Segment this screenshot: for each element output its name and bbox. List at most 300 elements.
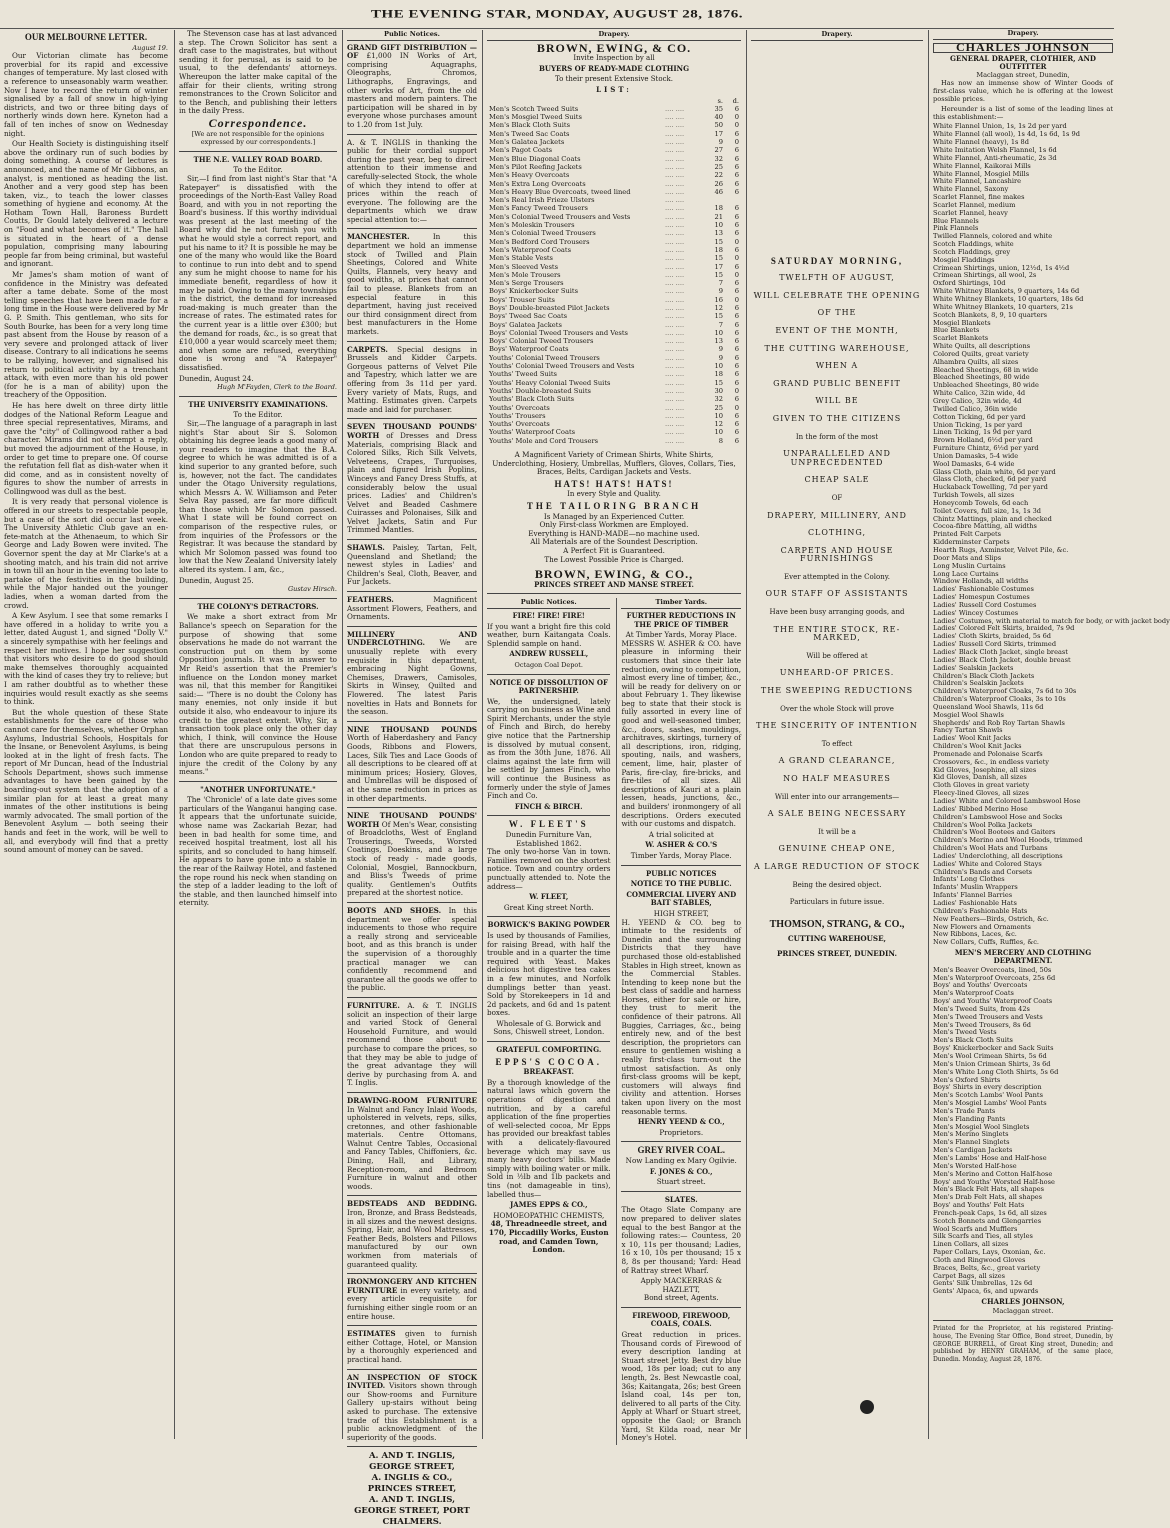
mens-item: Boys' and Youths' Worsted Half-hose (933, 1177, 1055, 1186)
price-list (487, 97, 741, 445)
mens-item: Boys' Shirts in every description (933, 1083, 1042, 1092)
johnson-item: White Calico, 32in wide, 4d (933, 389, 1026, 398)
ad-body: in every variety, and every article requisite for furnishing either single room or an entire house. (347, 1285, 477, 1321)
item-name: Men's Heavy Blue Overcoats, tweed lined (489, 187, 631, 196)
johnson-address: Maclaggan street, Dunedin, (976, 71, 1070, 80)
slates-sign2: Bond street, Agents. (643, 1293, 719, 1303)
leader: .... .... (665, 154, 685, 163)
shillings: 17 (714, 262, 723, 271)
price-row (487, 354, 741, 362)
thomson-firm-lines (751, 935, 923, 958)
column-correspondence (174, 30, 341, 1439)
tailoring-line: The Lowest Possible Price is Charged. (544, 554, 684, 564)
invite-line: Invite Inspection by all (573, 54, 655, 63)
price-row (487, 387, 741, 395)
item-name: Boys' Colonial Tweed Trousers and Vests (489, 328, 628, 337)
price-row (487, 271, 741, 279)
mens-item: Men's Flannel Singlets (933, 1138, 1010, 1147)
livery-sign: HENRY YEEND & CO., (637, 1117, 725, 1127)
johnson-item: Kidderminster Carpets (933, 538, 1010, 547)
johnson-title: GENERAL DRAPER, CLOTHIER, AND OUTFITTER (950, 53, 1096, 71)
price-row (487, 196, 741, 204)
letter-date: Dunedin, August 25. (179, 575, 254, 585)
header-cell: d. (732, 96, 739, 105)
timber-sign3: Timber Yards, Moray Place. (630, 850, 732, 860)
article-paragraph: A Kew Asylum. I see that some remarks I have offered in a holiday to write you a letter, dated August 1, and signed "Dolly V." a sincerely sympathise with her feelings and respect her motives. I hope her suggestion that visitors who desire to do good should make themselves thoroughly acquainted with the kind of cases they try to relieve; but I am rather doubtful as to whether these inquiries would result exactly as she seems to think. (4, 611, 168, 707)
epps-title: GRATEFUL COMFORTING. (496, 1045, 602, 1055)
shillings: 17 (714, 129, 723, 138)
mens-item: Men's Merino Singlets (933, 1130, 1009, 1139)
mens-item: Men's Tweed Trousers and Vests (933, 1012, 1043, 1021)
pence: 6 (734, 378, 739, 387)
buyers-line: BUYERS OF READY-MADE CLOTHING (538, 63, 690, 73)
dissolution-body: We, the undersigned, lately carrying on business as Wine and Spirit Merchants, under the style of Finch and Birch, do hereby give notice that the Partnership is dissolved by mutual consent, as from the 30th June, 1876. All claims against the late firm will be settled by James Finch, who will continue the Business as formerly under the style of James Finch and Co. (487, 696, 611, 801)
leader: .... .... (665, 411, 685, 420)
mens-item: Men's Merino and Cotton Half-hose (933, 1169, 1053, 1178)
livery-title2: COMMERCIAL LIVERY AND BAIT STABLES, (626, 889, 737, 908)
timber-sign2: W. ASHER & CO.'S (645, 840, 718, 850)
mens-item: Boys' and Youths' Overcoats (933, 981, 1028, 990)
coal-title: GREY RIVER COAL. (637, 1145, 725, 1156)
pence: 6 (734, 287, 739, 296)
item-name: Youths' Waterproof Coats (489, 428, 576, 437)
sale-line: THE SWEEPING REDUCTIONS (760, 686, 914, 696)
ad-body: Of Men's Wear, consisting of Broadcloths, West of England Trouserings, Tweeds, Worsted Coatings, Doeskins, and a large stock of ready - made goods, Colonial, Mosgiel, Bannockburn, and Bliss's Tweeds of prime quality. Gentlemen's Outfits prepared at the shortest notice. (347, 819, 477, 898)
johnson-item: Children's Wool Hats and Turbans (933, 844, 1048, 853)
price-row (487, 130, 741, 138)
johnson-item: Blue Blankets (933, 326, 980, 335)
price-row (487, 437, 741, 445)
article-paragraph: Mr James's sham motion of want of confidence in the Ministry was defeated after a tame debate. Some of the most telling speeches that have been made for a long time in the House were delivered by Mr G. P. Smith. This gentleman, who sits for South Bourke, has been for a very long time past absent from the House by reason of a very severe and prolonged attack of liver disease. Contrary to all indications he seems to be rallying, however, and signalised his return to political activity by a trenchant attack, with even more than his old power (for he is a man of ability) upon the treachery of the Opposition. (4, 270, 168, 400)
item-name: Men's Real Irish Frieze Ulsters (489, 196, 595, 205)
shillings: 9 (718, 353, 723, 362)
johnson-item: Ladies' Homespun Costumes (933, 593, 1030, 602)
johnson-item: Bleached Sheetings, 80 wide (933, 373, 1030, 382)
johnson-item: Alhambra Quilts, all sizes (933, 357, 1019, 366)
johnson-item: White Flannel Union, 1s, 1s 2d per yard (933, 122, 1067, 131)
mens-item: Scotch Bonnets and Glengarries (933, 1216, 1042, 1225)
leader: .... .... (665, 395, 685, 404)
divider (347, 1369, 477, 1370)
letter-title: "ANOTHER UNFORTUNATE." (200, 784, 316, 794)
shillings: 10 (714, 411, 723, 420)
johnson-item: Shepherds' and Rob Roy Tartan Shawls (933, 718, 1065, 727)
list-title: LIST: (596, 84, 632, 94)
divider (179, 151, 337, 152)
price-row (487, 229, 741, 237)
item-name: Boys' Tweed Sac Coats (489, 312, 568, 321)
sale-line: Ever attempted in the Colony. (784, 572, 890, 581)
price-row (487, 221, 741, 229)
ad-body: £1,000 IN Works of Art, comprising Aquagraphs, Oleographs, Chromos, Lithographs, Engravings, and other works of Art, from the old masters and modern painters. The participation will be shared in by everyone whose purchases amount to 1.20 from 1st July. (347, 51, 477, 129)
divider (347, 591, 477, 592)
leader: .... .... (665, 362, 685, 371)
pence: 0 (734, 386, 739, 395)
johnson-item: White Whitney Blankets, 10 quarters, 21s (933, 302, 1073, 311)
item-name: Boys' Colonial Tweed Trousers (489, 337, 594, 346)
price-row (487, 404, 741, 412)
shillings: 27 (714, 146, 723, 155)
sale-line: To effect (821, 739, 853, 748)
johnson-item: Crimean Shirtings, union, 12½d, 1s 4½d (933, 263, 1070, 272)
shillings: 30 (714, 386, 723, 395)
article-paragraph: But the whole question of these State establishments for the care of those who cannot care for themselves, whether Orphan Asylums, Industrial Schools, Hospitals for the Insane, or Benevolent Asylums, is being looked at in the light of fresh facts. The report of Mr Duncan, head of the Industrial Schools Department, shows such immense advantages to have been gained by the boarding-out system that the adoption of a similar plan for at least a great many inmates of the other institutions is being warmly advocated. The small portion of the Benevolent Asylum — both seeing their hands and feet in the work, will be well to all, and everybody will find that a pretty sound amount of money can be saved. (4, 707, 168, 855)
hats-sub: In every Style and Quality. (567, 490, 661, 499)
mens-item: Men's Black Felt Hats, all shapes (933, 1185, 1045, 1194)
article-paragraph: Our Health Society is distinguishing itself above the ordinary run of such bodies by doing something. A course of lectures is announced, and the name of Mr Gibbons, an analyst, is mentioned as heading the list. Another and a very good step has been taken, viz., to teach the lower classes something of hygiene and economy. At the Hotham Town Hall, Baroness Burdett Coutts, Dr Gould lately delivered a lecture on "Food and what becomes of it." The hall is situated in the heart of a dense population, comprising many labouring people far from being criminal, but wasteful and ignorant. (4, 139, 168, 269)
leader: .... .... (665, 328, 685, 337)
ad-body: Visitors shown through our Show-rooms and Furniture Gallery up-stairs without being asked to purchase. The extensive trade of this Establishment is a public acknowledgment of the superiority of the goods. (347, 1381, 477, 1442)
sale-line: A SALE BEING NECESSARY (767, 809, 907, 819)
johnson-item: White Flannel, Lancashire (933, 177, 1022, 186)
leader: .... .... (665, 254, 685, 263)
johnson-item: Blue Flannels (933, 216, 979, 225)
item-name: Men's Mole Trousers (489, 270, 561, 279)
letter-body: Sir,—I find from last night's Star that "A Ratepayer" is dissatisfied with the proceedings of the North-East Valley Road Board, and with you in not reporting the Board's business. If this worthy individual was present at the last meeting of the Board why did he not furnish you with what he would style a correct report, and put his name to it? It is possible he may be one of the many who would like the Board to continue to run into debt and to spend any sum he might choose to name for his immediate benefit, regardless of how it may be paid. Owing to the many townships in the district, the demand for increased road-making is much greater than the increase of rates. The estimated rates for the current year is a little over £300; but the demand for roads, &c., is so great that £10,000 a year would scarcely meet them; and when some are refused, everything done is wrong and "A Ratepayer" dissatisfied. (179, 173, 337, 372)
item-name: Youths' Tweed Suits (489, 370, 557, 379)
epps-sign2: HOMOEOPATHIC CHEMISTS, (493, 1210, 605, 1220)
timber-title: FURTHER REDUCTIONS IN THE PRICE OF TIMBER (626, 610, 736, 629)
leader: .... .... (665, 204, 685, 213)
johnson-item: Children's Wool Bootees and Gaiters (933, 828, 1056, 837)
johnson-item: New Ribbons, Laces, &c. (933, 930, 1017, 939)
johnson-item: Ladies' Fashionable Costumes (933, 585, 1034, 594)
shillings: 32 (714, 154, 723, 163)
item-name: Men's Extra Long Overcoats (489, 179, 586, 188)
leader: .... .... (665, 262, 685, 271)
ad-title: IRONMONGERY AND KITCHEN FURNITURE (347, 1277, 477, 1295)
sale-line: CHEAP SALE (804, 475, 870, 485)
coal-sign: F. JONES & CO., (649, 1166, 713, 1176)
item-name: Men's Colonial Tweed Trousers and Vests (489, 212, 631, 221)
mens-item: Cloth and Ringwood Gloves (933, 1255, 1026, 1264)
johnson-item: Oxford Shirtings, 10d (933, 279, 1006, 288)
johnson-item: Scarlet Flannel, medium (933, 200, 1016, 209)
price-row (487, 312, 741, 320)
mens-item: Linen Collars, all sizes (933, 1240, 1009, 1249)
johnson-item: Mosgiel Blankets (933, 318, 991, 327)
sale-lines (751, 274, 923, 907)
leader: .... .... (665, 221, 685, 230)
mens-item: Gents' Alpaca, 6s, and upwards (933, 1287, 1039, 1296)
epps-name: EPPS'S COCOA. (495, 1056, 602, 1067)
johnson-item: Ladies' White and Colored Stays (933, 859, 1042, 868)
item-name: Men's Mosgiel Tweed Suits (489, 113, 582, 122)
tailoring-line: Everything is HAND-MADE—no machine used. (528, 528, 700, 538)
letter-title: THE UNIVERSITY EXAMINATIONS. (188, 399, 328, 409)
header-cell (487, 97, 663, 105)
item-name: Youths' Colonial Tweed Trousers (489, 353, 600, 362)
slates-sign: Apply MACKERRAS & HAZLETT, (640, 1276, 722, 1294)
sale-line: Will be offered at (806, 651, 868, 660)
shillings: 16 (714, 295, 723, 304)
johnson-item: New Collars, Cuffs, Ruffles, &c. (933, 938, 1039, 947)
sale-line: NO HALF MEASURES (783, 774, 891, 783)
firm-address: PRINCES STREET AND MANSE STREET. (534, 579, 694, 589)
footer-line: GEORGE STREET, PORT CHALMERS. (354, 1506, 470, 1528)
timber-sub: At Timber Yards, Moray Place. (625, 630, 737, 640)
leader: .... .... (665, 245, 685, 254)
pence: 6 (734, 162, 739, 171)
leader: .... .... (665, 104, 685, 113)
inglis-ad (347, 596, 477, 622)
letter-body: Sir,—The language of a paragraph in last night's Star about Sir S. Solomon obtaining his degree leads a good many of your readers to imagine that the B.A. degree to which he was admitted is of a kind superior to any granted before, such is, however, not the fact. The candidates under the Otago University regulations, which Messrs A. W. Williamson and Peter Selva Ray passed, are far more difficult than those which Mr Solomon passed. What I state will be found correct on comparison of the respective rules, or from inquiries of the Professors or the Registrar. It was because the standard by which Mr Solomon passed was found too low that the New Zealand University lately altered its system. I am, &c., (179, 418, 337, 575)
leader: .... .... (665, 370, 685, 379)
mens-item: Men's Drab Felt Hats, all shapes (933, 1193, 1043, 1202)
johnson-item: Ladies' Colored Felt Skirts, braided, 7s 9d (933, 624, 1075, 633)
letter-title: THE N.E. VALLEY ROAD BOARD. (193, 154, 323, 164)
shillings: 7 (718, 279, 723, 288)
mens-dept-head: MEN'S MERCERY AND CLOTHING DEPARTMENT. (954, 948, 1092, 965)
johnson-item: Fancy Tartan Shawls (933, 726, 1003, 735)
ad-title: GRAND GIFT DISTRIBUTION — OF (347, 42, 477, 61)
shillings: 8 (718, 436, 723, 445)
ad-body: of Dresses and Dress Materials, comprising Black and Colored Silks, Rich Silk Velvets, Velveteens, Crapes, Turquoises, plain and figured Irish Poplins, Winceys and Fancy Dress Stuffs, at considerably below the usual prices. Ladies' and Children's Velvet and Beaded Cashmere Cuirasses and Polonaises, Silk and Velvet Jackets, Satin and Fur Trimmed Mantles. (347, 430, 477, 535)
johnson-item: White Flannel (heavy), 1s 8d (933, 138, 1029, 147)
shillings: 21 (714, 212, 723, 221)
pence: 6 (734, 104, 739, 113)
article-dateline: August 19. (132, 43, 168, 52)
price-row (487, 204, 741, 212)
section-header: Drapery. (487, 30, 741, 41)
shillings: 26 (714, 179, 723, 188)
shillings: 50 (714, 121, 723, 130)
letter-signature: Gustav Hirsch. (287, 585, 337, 594)
shillings: 18 (714, 245, 723, 254)
sale-line: CLOTHING, (807, 528, 867, 538)
variety-text: A Magnificent Variety of Crimean Shirts, White Shirts, Underclothing, Hosiery, Umbrellas, Mufflers, Gloves, Collars, Ties, Braces, Belts, Cardigan Jackets and Vests. (492, 450, 736, 477)
johnson-item: White Flannel (all wool), 1s 4d, 1s 6d, 1s 9d (933, 130, 1080, 139)
johnson-item: Door Mats and Slips (933, 553, 1002, 562)
mens-item: Men's Scotch Lambs' Wool Pants (933, 1091, 1043, 1100)
pence (725, 196, 741, 204)
johnson-intro: Has now an immense show of Winter Goods of first-class value, which he is offering at the lowest possible prices. (933, 79, 1113, 103)
timber-body: MESSRS W. ASHER & CO. have pleasure in informing their customers that since their late reduction, owing to competition, almost every line of timber, &c., will be ready for delivery on or about February 1. They likewise beg to state that their stock is fully assorted in every line of good and well-seasoned timber, &c., doors, sashes, mouldings, architraves, skirtings, turnery of all descriptions, iron, ridging, spouting, nails, and washers, cement, lime, hair, plaster of Paris, fire-clay, fire-bricks, and fire-tiles of all sizes. All descriptions of Kauri at a plain lessen, heads, junctions, &c., and builders' ironmongery of all descriptions. Orders executed with our customs and dispatch. (621, 638, 741, 829)
divider (347, 228, 477, 229)
johnson-item: Children's Fashionable Hats (933, 906, 1028, 915)
johnson-item: Children's Waterproof Cloaks, 7s 6d to 30s (933, 687, 1077, 696)
johnson-item: Union Damasks, 5-4 wide (933, 451, 1019, 460)
divider (347, 1195, 477, 1196)
johnson-item: White Imitation Welsh Flannel, 1s 6d (933, 145, 1057, 154)
dissolution-sign: FINCH & BIRCH. (514, 801, 583, 811)
public-notices-column (487, 598, 610, 1444)
pence: 6 (734, 320, 739, 329)
leader: .... .... (665, 378, 685, 387)
johnson-item: Crimean Shirtings, all wool, 2s (933, 271, 1037, 280)
pence: 6 (734, 129, 739, 138)
johnson-item: Hearth Rugs, Axminster, Velvet Pile, &c. (933, 546, 1069, 554)
johnson-item: Children's Bands and Corsets (933, 867, 1033, 876)
item-name: Boys' Galatea Jackets (489, 320, 562, 329)
mens-item: Men's Beaver Overcoats, lined, 50s (933, 965, 1052, 974)
inglis-ad (347, 1002, 477, 1088)
johnson-sign: CHARLES JOHNSON, (981, 1297, 1065, 1307)
pence: 6 (734, 362, 739, 371)
divider (347, 807, 477, 808)
johnson-item: Infants' Flannel Barries (933, 891, 1013, 900)
pence: 6 (734, 229, 739, 238)
shillings: 25 (714, 403, 723, 412)
johnson-item: Ladies' Russell Cord Costumes (933, 600, 1037, 609)
mens-item: Men's Lambs' Hose and Half-hose (933, 1153, 1047, 1162)
sale-line: OF (831, 493, 843, 502)
masthead-title: THE EVENING STAR, MONDAY, AUGUST 28, 1876. (371, 7, 743, 21)
article-paragraph: It is very ready that personal violence is offered in our streets to respectable people, but a case of the sort did occur last week. The University Athletic Club gave an en-fete-match at the Athenaeum, to which Sir George and Lady Bowen were invited. The Governor spent the day at Mr Clarke's at a shooting match, and his train did not arrive in town till an hour in the evening too late to partake of the festivities in the building, while the Major handed out the younger ladies, when a woman darted from the crowd. (4, 497, 168, 610)
price-list-header (487, 97, 741, 105)
johnson-item: Infants' Muslin Wrappers (933, 883, 1018, 892)
pence: 0 (734, 121, 739, 130)
item-name: Men's Heavy Overcoats (489, 171, 570, 180)
inglis-ad (347, 812, 477, 898)
mens-item: Men's Mosgiel Wool Singlets (933, 1122, 1030, 1131)
price-row (487, 188, 741, 196)
fire-notice-body: If you want a bright fire this cold weather, burn Kaitangata Coals. Splendid sample on hand. (487, 621, 611, 648)
ad-body: Special designs in Brussels and Kidder Carpets. Gorgeous patterns of Velvet Pile and Tapestry, which latter we are offering from 3s 11d per yard. Every variety of Mats, Rugs, and Matting. Estimates given. Carpets made and laid for purchaser. (347, 344, 477, 414)
pence: 6 (734, 312, 739, 321)
pence: 6 (734, 146, 739, 155)
pence: 6 (734, 154, 739, 163)
sale-line: GENUINE CHEAP ONE, (778, 844, 896, 854)
leader: .... .... (665, 403, 685, 412)
johnson-item: Children's Waterproof Cloaks, 3s to 10s (933, 695, 1066, 704)
shillings: 18 (714, 204, 723, 213)
firewood-body: Great reduction in prices. Thousand cords of Firewood of every description landing at Stuart street Jetty. Best dry blue wood, 18s per load; cut to any length, 2s. Best Newcastle coal, 36s; Kaitangata, 26s; best Green Island coal, 14s per ton, delivered to all parts of the City. Apply at Wharf or Stuart street, opposite the Gaol; or Branch Yard, St Kilda road, near Mr Money's Hotel. (621, 1330, 741, 1443)
mens-item: Gents' Silk Umbrellas, 12s 6d (933, 1279, 1033, 1288)
letter-salutation: To the Editor. (233, 165, 283, 175)
leader: .... .... (665, 171, 685, 180)
shillings: 25 (714, 162, 723, 171)
johnson-item: Scotch Fladdings, white (933, 240, 1014, 249)
sale-line: A LARGE REDUCTION OF STOCK (753, 861, 921, 871)
epps-sign: JAMES EPPS & CO., (509, 1200, 588, 1210)
dissolution-title: NOTICE OF DISSOLUTION OF PARTNERSHIP. (489, 677, 608, 696)
price-row (487, 155, 741, 163)
divider (347, 1273, 477, 1274)
tailoring-lines (487, 513, 741, 565)
imprint: Printed for the Proprietor, at his registered Printing-house, The Evening Star Office, Bond street, Dunedin, by GEORGE BURRELL, of Great King street, Dunedin; and published by HENRY GRAHAM, of the same place, Dunedin. Monday, August 28, 1876. (933, 1324, 1113, 1364)
timber-column (616, 598, 741, 1444)
shillings: 7 (718, 320, 723, 329)
johnson-item: Ladies' Wool Knit Jacks (933, 734, 1011, 743)
pence: 6 (734, 370, 739, 379)
letter-body: The 'Chronicle' of a late date gives some particulars of the Wanganui hanging case. It appears that the unfortunate suicide, whose name was Zackariah Bezar, had been in bad health for some time, and received hospital treatment, lost all his spirits, and so concluded to hang himself. He appears to have gone into a stable in the rear of the Railway Hotel, and fastened the rope round his neck when standing on the step of a ladder leading to the loft of the stable, and then launched himself into eternity. (179, 795, 337, 908)
johnson-item: Children's Black Cloth Jackets (933, 671, 1035, 680)
johnson-sign-addr: Maclaggan street. (992, 1307, 1054, 1315)
johnson-item: Wool Damasks, 6-4 wide (933, 459, 1015, 468)
section-header: Timber Yards. (621, 598, 741, 609)
item-name: Youths' Overcoats (489, 403, 550, 412)
shillings: 40 (714, 113, 723, 122)
pence: 6 (734, 179, 739, 188)
pence: 0 (734, 138, 739, 147)
johnson-item: Huckaback Towelling, 7d per yard (933, 483, 1048, 492)
sale-line: THE SINCERITY OF INTENTION (756, 721, 918, 731)
johnson-item: Kid Gloves, Josephine, all sizes (933, 765, 1037, 774)
inglis-ad (347, 1374, 477, 1443)
sale-headline: SATURDAY MORNING, (770, 255, 904, 266)
shillings: 15 (714, 312, 723, 321)
divider (347, 1092, 477, 1093)
correspondence-note: [We are not responsible for the opinions expressed by our correspondents.] (191, 129, 325, 147)
item-name: Men's Sleeved Vests (489, 262, 559, 271)
johnson-item: Ladies' Costumes, with material to match for body, or with jacket body (933, 616, 1170, 625)
ad-title: BOOTS AND SHOES. (347, 906, 442, 916)
mens-item: Boys' and Youths' Waterproof Coats (933, 997, 1053, 1006)
johnson-item: White Flannel, Saxony (933, 185, 1009, 194)
mens-item: Men's Wool Crimean Shirts, 5s 6d (933, 1052, 1047, 1060)
johnson-item: Ladies' Underclothing, all descriptions (933, 851, 1063, 860)
ad-title: FURNITURE. (347, 1000, 400, 1010)
johnson-item: Ladies' Russell Cord Skirts, trimmed (933, 640, 1057, 649)
ad-title: FEATHERS. (347, 595, 394, 605)
mens-item: Men's White Long Cloth Shirts, 5s 6d (933, 1067, 1059, 1076)
ad-title: NINE THOUSAND POUNDS (347, 724, 477, 734)
price-row (487, 329, 741, 337)
johnson-item: Ladies' Black Cloth Jacket, double breast (933, 655, 1071, 664)
borwick-sign: Wholesale of G. Borwick and Sons, Chiswell street, London. (493, 1018, 605, 1037)
shillings: 15 (714, 237, 723, 246)
shillings: 35 (714, 104, 723, 113)
johnson-item: Window Hollands, all widths (933, 577, 1029, 586)
mens-item: Men's Tweed Vests (933, 1028, 997, 1037)
mens-item: Men's Cardigan Jackets (933, 1146, 1013, 1155)
johnson-item: Ladies' Black Cloth Jacket, single breast (933, 647, 1068, 656)
firm-name-2: BROWN, EWING, & CO., (534, 567, 694, 582)
shillings: 10 (714, 362, 723, 371)
johnson-item: Toilet Covers, full size, 1s, 1s 3d (933, 506, 1042, 515)
divider (347, 721, 477, 722)
section-header: Public Notices. (347, 30, 477, 41)
leader: .... .... (665, 312, 685, 321)
leader: .... .... (665, 196, 685, 205)
price-row (487, 287, 741, 295)
firm-line: CUTTING WAREHOUSE, (787, 934, 887, 944)
sale-line: GRAND PUBLIC BENEFIT (773, 378, 901, 388)
johnson-item: White Flannel, Kaikorai Mills (933, 161, 1031, 170)
divider (347, 1446, 477, 1447)
johnson-item: Union Ticking, 1s per yard (933, 420, 1023, 429)
epps-body: By a thorough knowledge of the natural laws which govern the operations of digestion and nutrition, and by a careful application of the fine properties of well-selected cocoa, Mr Epps has provided our breakfast tables with a delicately-flavoured beverage which may save us many heavy doctors' bills. Made simply with boiling water or milk. Sold in ½lb and 1lb packets and tins (not damageable in tins), labelled thus— (487, 1077, 611, 1199)
ad-title: DRAWING-ROOM FURNITURE (347, 1095, 477, 1105)
public-notices-head: PUBLIC NOTICES (646, 868, 717, 878)
inglis-ad (347, 233, 477, 336)
leader: .... .... (665, 212, 685, 221)
inglis-ad (347, 544, 477, 587)
item-name: Men's Black Cloth Suits (489, 121, 571, 130)
item-name: Men's Scotch Tweed Suits (489, 104, 579, 113)
sale-line: Particulars in future issue. (789, 898, 885, 907)
divider (347, 1325, 477, 1326)
ad-title: BEDSTEADS AND BEDDING. (347, 1199, 477, 1209)
sale-line: THE ENTIRE STOCK, RE-MARKED, (773, 624, 901, 643)
pence: 6 (734, 411, 739, 420)
item-name: Men's Galatea Jackets (489, 138, 565, 147)
johnson-item: Scarlet Blankets (933, 334, 989, 343)
sale-line: WHEN A (815, 361, 859, 371)
pence: 0 (734, 295, 739, 304)
leader: .... .... (665, 146, 685, 155)
mens-item: Men's Tweed Trousers, 8s 6d (933, 1020, 1031, 1029)
price-row (487, 321, 741, 329)
ad-body: In this department we hold an immense stock of Twilled and Plain Sheetings, Colored and White Quilts, Flannels, very heavy and good widths, at prices that cannot fail to please. Blankets from an especial feature in this department, having just received our third consignment direct from best manufacturers in the Home markets. (347, 232, 477, 336)
ad-title: SEVEN THOUSAND POUNDS' WORTH (347, 422, 477, 440)
divider (347, 997, 477, 998)
price-row (487, 246, 741, 254)
sale-line: THE CUTTING WAREHOUSE, (764, 343, 910, 353)
pence: 6 (734, 303, 739, 312)
item-name: Boys' Waterproof Coats (489, 345, 569, 354)
